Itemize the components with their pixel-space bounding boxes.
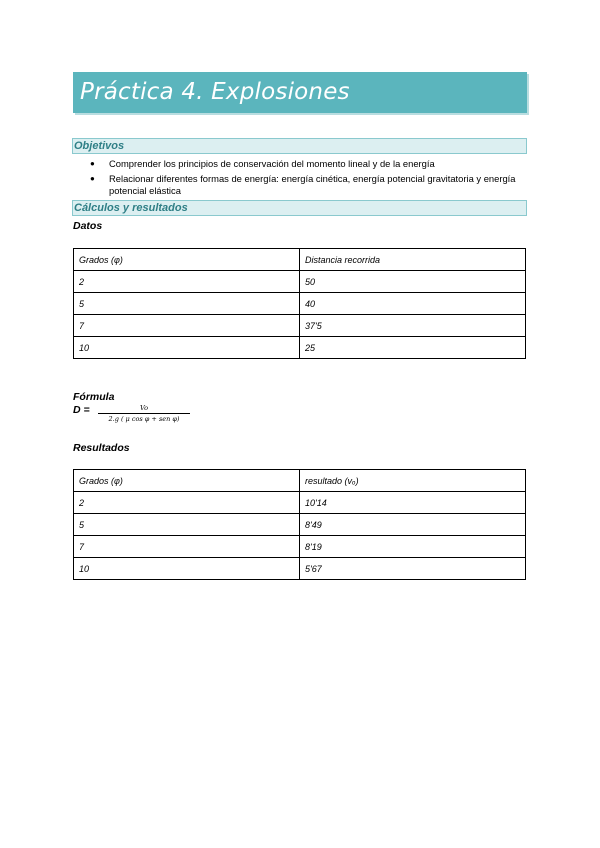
table-cell: 5	[74, 514, 300, 536]
table-row	[74, 271, 526, 293]
formula-denominator: 2.g ( μ cos φ + sen φ)	[108, 415, 180, 423]
formula-heading: Fórmula	[73, 391, 115, 403]
section-heading-calculations: Cálculos y resultados	[72, 200, 527, 216]
datos-table	[73, 248, 526, 359]
table-cell: 8'49	[300, 514, 526, 536]
formula-numerator: Vo	[98, 404, 190, 414]
table-row	[74, 337, 526, 359]
table-header-cell: Grados (φ)	[74, 470, 300, 492]
table-row	[74, 558, 526, 580]
datos-heading: Datos	[73, 220, 103, 232]
list-item: ● Comprender los principios de conservación del momento lineal y de la energía	[87, 158, 517, 170]
table-row	[74, 315, 526, 337]
table-cell: 5'67	[300, 558, 526, 580]
table-cell: 37'5	[300, 315, 526, 337]
table-header-cell: Grados (φ)	[74, 249, 300, 271]
section-heading-objectives: Objetivos	[72, 138, 527, 154]
formula-lhs	[73, 404, 90, 416]
table-row	[74, 293, 526, 315]
table-cell: 5	[74, 293, 300, 315]
resultados-table	[73, 469, 526, 580]
table-cell: 10	[74, 558, 300, 580]
table-cell: 7	[74, 315, 300, 337]
table-cell: 2	[74, 492, 300, 514]
table-row	[74, 492, 526, 514]
table-header-cell: Distancia recorrida	[300, 249, 526, 271]
table-row	[74, 536, 526, 558]
list-item: ● Relacionar diferentes formas de energía: energía cinética, energía potencial gravitatoria y energía potencial elástica	[87, 173, 517, 197]
objectives-list	[87, 158, 517, 200]
table-cell: 25	[300, 337, 526, 359]
table-cell: 7	[74, 536, 300, 558]
table-row	[74, 514, 526, 536]
table-header-row	[74, 249, 526, 271]
table-cell: 8'19	[300, 536, 526, 558]
table-cell: 50	[300, 271, 526, 293]
table-cell: 10'14	[300, 492, 526, 514]
page-title: Práctica 4. Explosiones	[73, 72, 527, 113]
formula-fraction	[98, 404, 190, 423]
resultados-heading: Resultados	[73, 442, 130, 454]
table-cell: 10	[74, 337, 300, 359]
table-cell: 40	[300, 293, 526, 315]
table-header-row	[74, 470, 526, 492]
formula-lhs-text: D =	[73, 404, 90, 416]
table-header-cell: resultado (vₒ)	[300, 470, 526, 492]
table-cell: 2	[74, 271, 300, 293]
